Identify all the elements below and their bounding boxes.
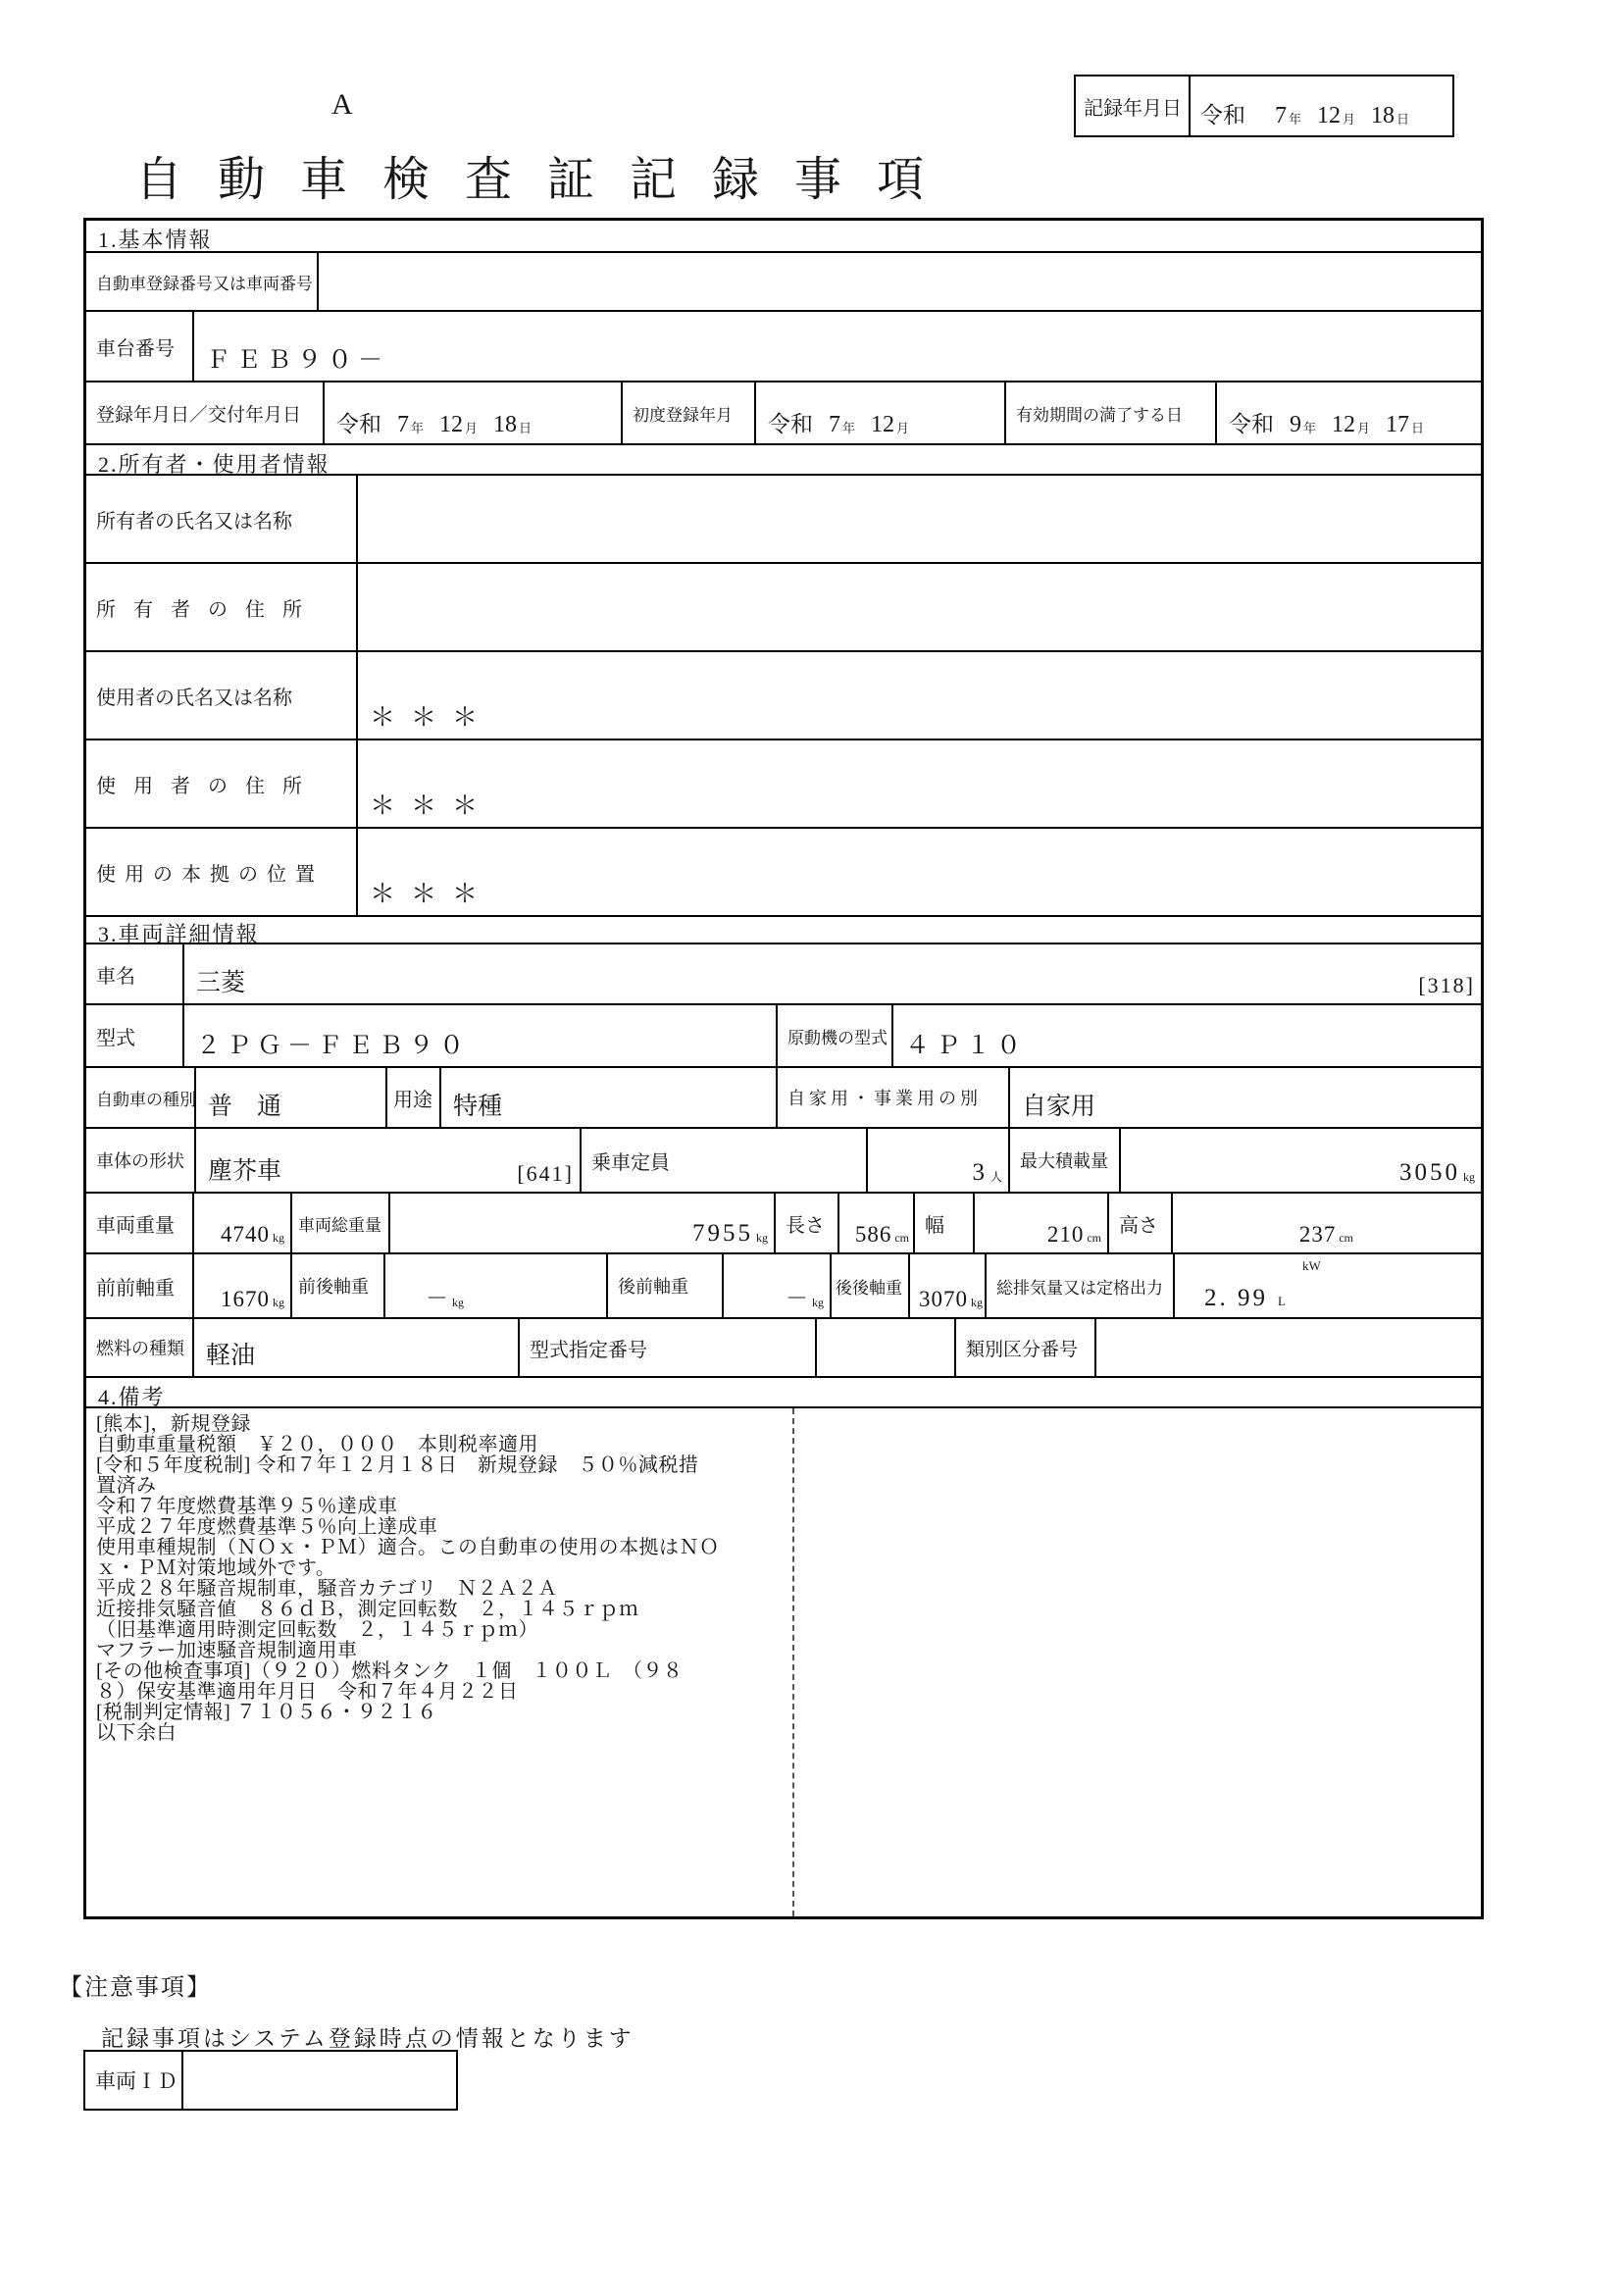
expiry-label: 有効期間の満了する日 — [1006, 382, 1217, 443]
remark-line: マフラー加速騒音規制適用車 — [96, 1640, 358, 1661]
engine-model-value — [893, 1005, 1481, 1066]
month-unit: 月 — [896, 421, 910, 435]
remark-line: ｘ・ＰＭ対策地域外です。 — [96, 1557, 336, 1579]
gross-weight-value — [390, 1194, 776, 1252]
person-unit: 人 — [990, 1170, 1002, 1184]
length-label: 長さ — [776, 1194, 839, 1252]
chassis-number-label: 車台番号 — [86, 312, 194, 381]
ownership-value — [1010, 1068, 1481, 1127]
remarks-row — [86, 1406, 1481, 1916]
remarks-empty-column — [794, 1408, 1481, 1916]
height-number: 237 — [1298, 1222, 1337, 1247]
height-label: 高さ — [1109, 1194, 1173, 1252]
width-number: 210 — [1046, 1222, 1085, 1247]
section4-header: 4.備考 — [86, 1376, 1481, 1406]
month-number: 12 — [1317, 103, 1342, 128]
gross-weight-number: 7955 — [692, 1220, 753, 1247]
use-label: 用途 — [387, 1068, 441, 1127]
era-text: 令和 — [336, 412, 381, 436]
owner-name-label: 所有者の氏名又は名称 — [86, 476, 358, 562]
remark-line: 令和７年度燃費基準９５％達成車 — [96, 1496, 398, 1517]
vehicle-weight-value — [194, 1194, 292, 1252]
weight-dimensions-row — [86, 1192, 1481, 1252]
car-name-label: 車名 — [86, 944, 184, 1003]
type-designation-value — [817, 1319, 956, 1376]
ownership-text: 自家用 — [1022, 1094, 1096, 1120]
vehicle-class-label: 自動車の種別 — [86, 1068, 196, 1127]
kg-unit: kg — [273, 1296, 284, 1309]
remark-line: 自動車重量税額 ￥２０，０００ 本則税率適用 — [96, 1434, 538, 1455]
vehicle-class-text: 普 通 — [208, 1094, 282, 1120]
kg-unit: kg — [1463, 1170, 1475, 1184]
vehicle-weight-label: 車両重量 — [86, 1194, 194, 1252]
engine-model-text: ４Ｐ１０ — [905, 1033, 1028, 1059]
axle-rr-number: 3070 — [919, 1287, 968, 1311]
remark-line: 以下余白 — [96, 1722, 177, 1744]
year-unit: 年 — [1289, 112, 1302, 127]
axle-fr-label: 前後軸重 — [292, 1254, 385, 1317]
max-load-label: 最大積載量 — [1010, 1129, 1121, 1192]
page-title: 自動車検査証記録事項 — [135, 154, 960, 206]
era-text: 令和 — [768, 412, 813, 436]
day-number: 17 — [1386, 412, 1410, 437]
width-label: 幅 — [915, 1194, 975, 1252]
kg-unit: kg — [971, 1296, 983, 1309]
year-number: 9 — [1290, 412, 1301, 437]
liter-unit: L — [1278, 1294, 1286, 1308]
axle-rr-label: 後後軸重 — [832, 1254, 910, 1317]
owner-address-row — [86, 562, 1481, 650]
notice-header: 【注意事項】 — [59, 1975, 212, 2001]
masked-value: ＊＊＊ — [370, 880, 494, 908]
body-capacity-row — [86, 1127, 1481, 1192]
body-shape-code: [641] — [517, 1161, 574, 1186]
kg-unit: kg — [452, 1296, 464, 1309]
section1-header: 1.基本情報 — [98, 228, 213, 252]
model-text: ２ＰＧ－ＦＥＢ９０ — [196, 1033, 471, 1059]
base-location-label: 使用の本拠の位置 — [86, 829, 358, 915]
use-text: 特種 — [453, 1094, 503, 1120]
cm-unit: cm — [1339, 1231, 1353, 1245]
remark-line: [熊本]，新規登録 — [96, 1413, 251, 1435]
model-value — [184, 1005, 778, 1066]
first-registration-label: 初度登録年月 — [623, 382, 756, 443]
day-unit: 日 — [519, 421, 533, 435]
registration-number-label: 自動車登録番号又は車両番号 — [86, 253, 319, 310]
remarks-text-block — [86, 1408, 794, 1916]
body-shape-value — [196, 1129, 582, 1192]
month-unit: 月 — [465, 421, 479, 435]
masked-value: ＊＊＊ — [370, 703, 494, 732]
day-unit: 日 — [1396, 112, 1410, 127]
kw-unit: kW — [1302, 1258, 1321, 1273]
axle-fr-number: － — [426, 1286, 449, 1310]
year-number: 7 — [397, 412, 409, 437]
displacement-value — [1175, 1254, 1481, 1317]
cm-unit: cm — [894, 1231, 909, 1245]
axle-ff-number: 1670 — [221, 1287, 270, 1311]
year-unit: 年 — [1303, 421, 1317, 435]
user-name-row — [86, 650, 1481, 739]
day-number: 18 — [493, 412, 518, 437]
axle-rf-label: 後前軸重 — [608, 1254, 724, 1317]
remark-line: [令和５年度税制] 令和７年１２月１８日 新規登録 ５０％減税措 — [96, 1454, 699, 1476]
vehicle-weight-number: 4740 — [221, 1222, 270, 1247]
owner-name-value — [358, 476, 1481, 562]
category-number-value — [1096, 1319, 1481, 1376]
axle-rf-number: － — [786, 1286, 809, 1310]
owner-name-row — [86, 474, 1481, 562]
use-value — [441, 1068, 778, 1127]
type-designation-label: 型式指定番号 — [520, 1319, 817, 1376]
remark-line: 置済み — [96, 1475, 157, 1497]
user-name-value — [358, 652, 1481, 739]
year-number: 7 — [1275, 103, 1287, 128]
registration-number-row — [86, 251, 1481, 310]
width-value — [975, 1194, 1109, 1252]
fuel-row — [86, 1317, 1481, 1376]
registration-date-value — [325, 382, 623, 443]
max-load-number: 3050 — [1399, 1159, 1460, 1186]
remark-line: 平成２８年騒音規制車，騒音カテゴリ Ｎ２Ａ２Ａ — [96, 1578, 558, 1600]
car-name-code: [318] — [1418, 973, 1475, 997]
record-date-label: 記録年月日 — [1076, 76, 1191, 135]
user-address-value — [358, 740, 1481, 827]
displacement-number: 2. 99 — [1204, 1285, 1268, 1311]
month-unit: 月 — [1357, 421, 1371, 435]
chassis-number-value — [194, 312, 1481, 381]
section2-header: 2.所有者・使用者情報 — [86, 443, 1481, 474]
car-name-value — [184, 944, 1481, 1003]
vehicle-id-value — [183, 2052, 456, 2109]
body-shape-label: 車体の形状 — [86, 1129, 196, 1192]
model-row — [86, 1003, 1481, 1066]
remark-line: [税制判定情報] ７１０５６・９２１６ — [96, 1702, 437, 1723]
capacity-label: 乗車定員 — [582, 1129, 868, 1192]
first-registration-value — [756, 382, 1006, 443]
gross-weight-label: 車両総重量 — [292, 1194, 390, 1252]
record-date-value — [1191, 76, 1452, 135]
ownership-label: 自家用・事業用の別 — [778, 1068, 1010, 1127]
axle-fr-value — [385, 1254, 608, 1317]
class-use-row — [86, 1066, 1481, 1127]
main-table — [83, 218, 1484, 1919]
remark-line: 使用車種規制（ＮＯｘ・ＰＭ）適合。この自動車の使用の本拠はＮＯ — [96, 1537, 720, 1558]
registration-number-value — [319, 253, 1481, 310]
kg-unit: kg — [273, 1231, 284, 1245]
base-location-row — [86, 827, 1481, 915]
owner-address-label: 所有者の住所 — [86, 564, 358, 650]
car-name-row — [86, 943, 1481, 1003]
user-name-label: 使用者の氏名又は名称 — [86, 652, 358, 739]
kg-unit: kg — [812, 1296, 824, 1309]
month-number: 12 — [871, 412, 895, 437]
masked-value: ＊＊＊ — [370, 791, 494, 820]
expiry-value — [1217, 382, 1481, 443]
model-label: 型式 — [86, 1005, 184, 1066]
dates-row — [86, 381, 1481, 443]
cm-unit: cm — [1087, 1231, 1101, 1245]
length-number: 586 — [854, 1222, 892, 1247]
remark-line: （旧基準適用時測定回転数 ２，１４５ｒｐｍ） — [96, 1619, 538, 1641]
corner-mark: A — [331, 88, 353, 121]
capacity-number: 3 — [972, 1159, 988, 1186]
user-address-row — [86, 739, 1481, 827]
axle-rr-value — [910, 1254, 987, 1317]
axle-rf-value — [724, 1254, 832, 1317]
body-shape-text: 塵芥車 — [208, 1158, 282, 1185]
year-unit: 年 — [411, 421, 425, 435]
fuel-type-label: 燃料の種類 — [86, 1319, 194, 1376]
year-unit: 年 — [842, 421, 856, 435]
car-name-text: 三菱 — [196, 970, 246, 996]
axle-weight-row — [86, 1252, 1481, 1317]
base-location-value — [358, 829, 1481, 915]
owner-address-value — [358, 564, 1481, 650]
height-value — [1173, 1194, 1481, 1252]
kg-unit: kg — [756, 1231, 768, 1245]
max-load-value — [1121, 1129, 1481, 1192]
capacity-value — [868, 1129, 1010, 1192]
axle-ff-label: 前前軸重 — [86, 1254, 194, 1317]
era-text: 令和 — [1229, 412, 1274, 436]
era-text: 令和 — [1200, 103, 1245, 127]
year-number: 7 — [829, 412, 840, 437]
category-number-label: 類別区分番号 — [956, 1319, 1096, 1376]
fuel-type-value — [194, 1319, 520, 1376]
chassis-number-row — [86, 310, 1481, 381]
length-value — [839, 1194, 915, 1252]
day-unit: 日 — [1411, 421, 1425, 435]
remark-line: 近接排気騒音値 ８６ｄＢ，測定回転数 ２，１４５ｒｐｍ — [96, 1599, 639, 1620]
remark-line: ８）保安基準適用年月日 令和７年４月２２日 — [96, 1681, 519, 1703]
fuel-type-text: 軽油 — [206, 1343, 256, 1369]
chassis-number-text: ＦＥＢ９０－ — [206, 347, 389, 374]
displacement-label: 総排気量又は定格出力 — [987, 1254, 1175, 1317]
remark-line: [その他検査事項]（９２０）燃料タンク １個 １００Ｌ （９８ — [96, 1660, 684, 1682]
user-address-label: 使用者の住所 — [86, 740, 358, 827]
remark-line: 平成２７年度燃費基準５％向上達成車 — [96, 1516, 438, 1538]
day-number: 18 — [1371, 103, 1396, 128]
month-number: 12 — [1332, 412, 1356, 437]
month-unit: 月 — [1343, 112, 1356, 127]
vehicle-id-box — [83, 2050, 458, 2111]
axle-ff-value — [194, 1254, 292, 1317]
vehicle-class-value — [196, 1068, 387, 1127]
engine-model-label: 原動機の型式 — [778, 1005, 893, 1066]
section3-header: 3.車両詳細情報 — [86, 915, 1481, 943]
registration-date-label: 登録年月日／交付年月日 — [86, 382, 325, 443]
vehicle-id-label: 車両ＩＤ — [85, 2052, 183, 2109]
record-date-box — [1074, 75, 1454, 137]
month-number: 12 — [439, 412, 464, 437]
notice-text: 記録事項はシステム登録時点の情報となります — [101, 2026, 634, 2051]
